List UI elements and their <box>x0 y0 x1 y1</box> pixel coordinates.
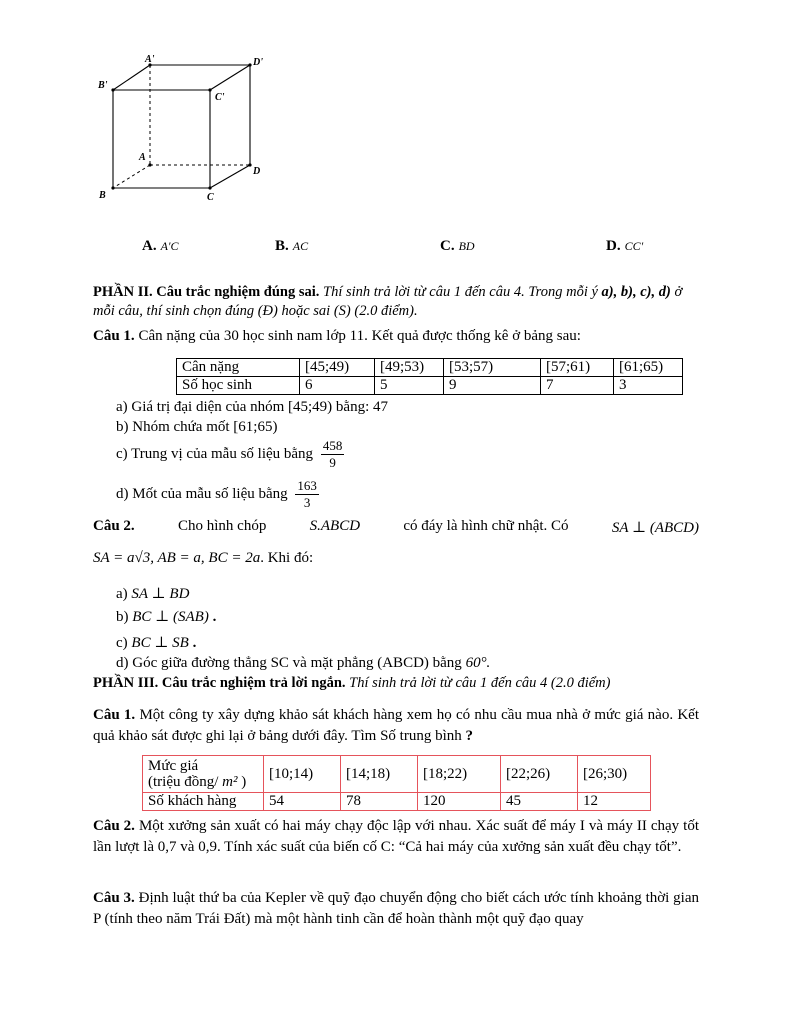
label-a-prime: A' <box>145 54 155 65</box>
choice-b[interactable]: B. AC <box>275 238 309 254</box>
choice-d[interactable]: D. CC' <box>606 238 644 254</box>
fraction: $\frac{163}{3}$ <box>297 478 317 510</box>
q2-option-c: c) BC ⊥ SB . <box>116 635 197 651</box>
q1-option-c: c) Trung vị của mẫu số liệu bằng $\frac{458}{9}$ <box>116 438 343 470</box>
fraction: $\frac{458}{9}$ <box>322 438 343 470</box>
q1-option-a: a) Giá trị đại diện của nhóm [45;49) bằng: 47 <box>116 399 389 415</box>
q2-option-b: b) BC ⊥ (SAB) . <box>116 609 217 625</box>
q2-option-d: d) Góc giữa đường thẳng SC và mặt phẳng (ABCD) bằng 60°. <box>116 655 491 671</box>
price-header: Mức giá (triệu đồng/ m² ) <box>143 756 264 793</box>
label-c: C <box>207 192 214 203</box>
part2-q1: Câu 1. Cân nặng của 30 học sinh nam lớp 11. Kết quả được thống kê ở bảng sau: <box>93 328 581 344</box>
q1-option-d: d) Mốt của mẫu số liệu bằng $\frac{163}{3}$ <box>116 478 317 510</box>
label-b: B <box>99 190 106 201</box>
weight-table <box>176 358 683 395</box>
part2-q2: Câu 2. Cho hình chóp S.ABCD có đáy là hình chữ nhật. Có SA ⊥ (ABCD) <box>93 518 699 536</box>
label-d-prime: D' <box>253 57 263 68</box>
label-c-prime: C' <box>215 92 225 103</box>
table-row: Số học sinh 6 5 9 7 3 <box>177 377 683 395</box>
label-a: A <box>139 152 146 163</box>
cube-figure <box>95 50 275 210</box>
table-row: Số khách hàng 54 78 120 45 12 <box>143 793 651 811</box>
q2-option-a: a) SA ⊥ BD <box>116 586 190 602</box>
part3-q2: Câu 2. Một xưởng sản xuất có hai máy chạy độc lập với nhau. Xác suất để máy I và máy II chạy tốt lần lượt là 0,7 và 0,9. Tính xác suất của biến cố C: “Cả hai máy của xưởng sản xuất đều chạy tốt”. <box>93 818 699 855</box>
part3-q1: Câu 1. Một công ty xây dựng khảo sát khách hàng xem họ có nhu cầu mua nhà ở mức giá nào. Kết quả khảo sát được ghi lại ở bảng dưới đây. Tìm Số trung bình ? <box>93 707 699 744</box>
q1-option-b: b) Nhóm chứa mốt [61;65) <box>116 419 278 435</box>
part3-heading: PHẦN III. Câu trắc nghiệm trả lời ngắn. Thí sinh trả lời từ câu 1 đến câu 4 (2.0 điểm) <box>93 675 611 691</box>
label-d: D <box>253 166 261 177</box>
table-row: Cân nặng [45;49) [49;53) [53;57) [57;61) [61;65) <box>177 359 683 377</box>
price-table <box>142 755 651 811</box>
part2-heading: PHẦN II. Câu trắc nghiệm đúng sai. Thí sinh trả lời từ câu 1 đến câu 4. Trong mỗi ý a), b), c), d) ở mỗi câu, thí sinh chọn đúng (Đ) hoặc sai (S) (2.0 điểm). <box>93 284 683 319</box>
table-row: Mức giá (triệu đồng/ m² ) [10;14) [14;18) [18;22) [22;26) [26;30) <box>143 756 651 793</box>
part2-q2-givens: SA = a√3, AB = a, BC = 2a. Khi đó: <box>93 550 314 566</box>
label-b-prime: B' <box>98 80 108 91</box>
choice-c[interactable]: C. BD <box>440 238 475 254</box>
choice-a[interactable]: A. A'C <box>142 238 179 254</box>
part3-q3: Câu 3. Định luật thứ ba của Kepler về quỹ đạo chuyển động cho biết cách ước tính khoảng thời gian P (tính theo năm Trái Đất) mà một hành tinh cần để hoàn thành một quỹ đạo quay <box>93 890 700 927</box>
